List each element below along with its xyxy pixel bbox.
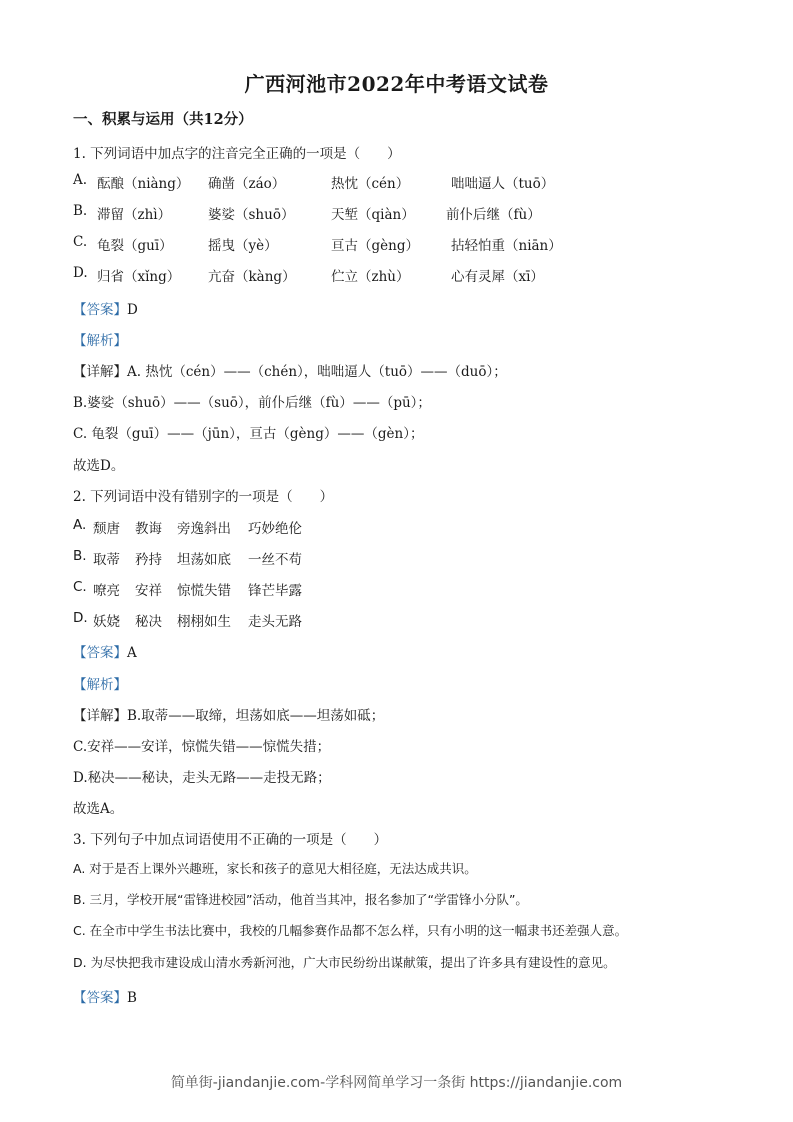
option-item: 秘决 [135,614,162,630]
q3-option-d: D. 为尽快把我市建设成山清水秀新河池，广大市民纷纷出谋献策，提出了许多具有建设性的意见。 [73,955,616,970]
option-label: C. [73,234,88,250]
q1-analysis-tag: 【解析】 [73,333,127,349]
q2-detail-4: 故选A。 [73,801,124,817]
option-item: 走头无路 [248,614,302,630]
option-item: 巧妙绝伦 [248,521,302,537]
option-item: 嘹亮 [93,583,120,599]
detail-text: B.取蒂——取缔，坦荡如底——坦荡如砥； [127,708,385,724]
option-item: 拈轻怕重（niān） [451,238,562,254]
option-item: 锋芒毕露 [248,583,302,599]
q2-detail-1 [73,704,384,724]
page-title: 广西河池市2022年中考语文试卷 [244,72,549,96]
option-item: 安祥 [135,583,162,599]
option-label: A. [73,517,87,533]
option-label: C. [73,579,87,595]
option-item: 滞留（zhì） [97,207,172,223]
option-item: 旁逸斜出 [177,521,231,537]
q2-detail-3: D.秘决——秘诀，走头无路——走投无路； [73,770,331,786]
option-item: 栩栩如生 [177,614,231,630]
option-item: 热忱（cén） [331,176,410,192]
option-label: A. [73,172,88,188]
answer-tag: 【答案】 [73,645,127,661]
option-item: 亘古（gèng） [331,238,419,254]
option-item: 酝酿（niàng） [97,176,190,192]
q3-option-a: A. 对于是否上课外兴趣班，家长和孩子的意见大相径庭，无法达成共识。 [73,861,477,876]
option-item: 惊慌失错 [177,583,231,599]
answer-value: A [127,645,137,661]
option-item: 前仆后继（fù） [446,207,541,223]
option-item: 婆娑（shuō） [208,207,295,223]
q2-answer [73,641,137,661]
option-label: D. [73,265,88,281]
question-3-stem: 3. 下列句子中加点词语使用不正确的一项是（ ） [73,832,388,848]
option-item: 取蒂 [93,552,120,568]
option-item: 亢奋（kàng） [208,269,296,285]
option-item: 归省（xǐng） [97,269,181,285]
footer-watermark: 简单街-jiandanjie.com-学科网简单学习一条街 https://jiandanjie.com [170,1075,623,1091]
q3-option-b: B. 三月，学校开展“雷锋进校园”活动，他首当其冲，报名参加了“学雷锋小分队”。 [73,892,528,907]
q1-detail-4: 故选D。 [73,458,125,474]
option-item: 摇曳（yè） [208,238,278,254]
question-1-stem: 1. 下列词语中加点字的注音完全正确的一项是（ ） [73,146,401,162]
option-label: B. [73,203,88,219]
option-item: 坦荡如底 [177,552,231,568]
option-item: 颓唐 [93,521,120,537]
option-item: 龟裂（guī） [97,238,173,254]
answer-value: D [127,302,138,318]
option-item: 伫立（zhù） [331,269,410,285]
section-heading: 一、积累与运用（共12分） [73,111,253,128]
option-label: D. [73,610,88,626]
option-label: B. [73,548,87,564]
q1-detail-3: C. 龟裂（guī）——（jūn），亘古（gèng）——（gèn）； [73,426,424,442]
option-item: 一丝不苟 [248,552,302,568]
option-item: 确凿（záo） [208,176,286,192]
option-item: 咄咄逼人（tuō） [451,176,555,192]
option-item: 妖娆 [93,614,120,630]
answer-tag: 【答案】 [73,990,127,1006]
option-item: 教诲 [135,521,162,537]
q1-answer [73,298,138,318]
option-item: 天堑（qiàn） [331,207,415,223]
q2-analysis-tag: 【解析】 [73,677,127,693]
answer-tag: 【答案】 [73,302,127,318]
answer-value: B [127,990,137,1006]
option-item: 矜持 [135,552,162,568]
detail-tag: 【详解】 [73,364,127,380]
q1-detail-2: B.婆娑（shuō）——（suō），前仆后继（fù）——（pū）； [73,395,431,411]
q1-detail-1 [73,360,507,380]
detail-text: A. 热忱（cén）——（chén），咄咄逼人（tuō）——（duō）； [127,364,507,380]
q3-answer [73,986,137,1006]
detail-tag: 【详解】 [73,708,127,724]
question-2-stem: 2. 下列词语中没有错别字的一项是（ ） [73,489,334,505]
q2-detail-2: C.安祥——安详，惊慌失错——惊慌失措； [73,739,331,755]
option-item: 心有灵犀（xī） [451,269,544,285]
q3-option-c: C. 在全市中学生书法比赛中，我校的几幅参赛作品都不怎么样，只有小明的这一幅隶书还差强人意。 [73,923,628,938]
